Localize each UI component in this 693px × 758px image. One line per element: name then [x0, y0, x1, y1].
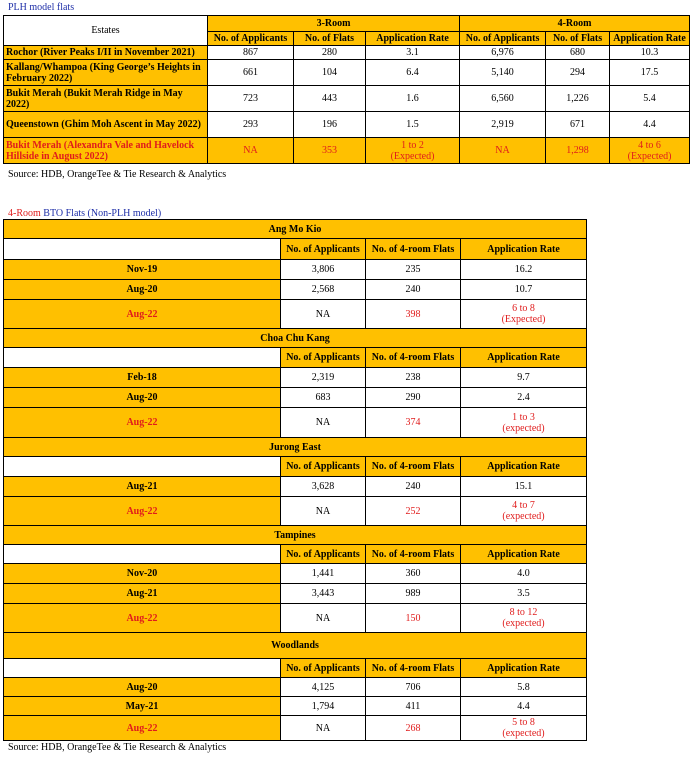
cell: 360: [366, 564, 461, 584]
cell: NA: [281, 716, 366, 741]
rate-range: 1 to 3: [512, 411, 535, 423]
header-flats: No. of 4-room Flats: [366, 457, 461, 477]
estate-name: Bukit Merah (Bukit Merah Ridge in May 2022): [4, 86, 208, 112]
cell: NA: [281, 300, 366, 329]
table-row: [4, 408, 587, 438]
cell: 1.5: [366, 112, 460, 138]
cell: 5,140: [460, 60, 546, 86]
header-rate: Application Rate: [461, 545, 587, 564]
launch-date: Aug-20: [4, 678, 281, 697]
table-row: [4, 477, 587, 497]
header-rate: Application Rate: [461, 457, 587, 477]
table-row: [4, 60, 690, 86]
header-applicants: No. of Applicants: [281, 457, 366, 477]
cell: 411: [366, 697, 461, 716]
launch-date: Aug-22: [4, 408, 281, 438]
cell: 4.0: [461, 564, 587, 584]
cell: 680: [546, 46, 610, 60]
cell: 867: [208, 46, 294, 60]
rate-note: (Expected): [501, 314, 546, 325]
cell: 3,628: [281, 477, 366, 497]
header-flats: No. of 4-room Flats: [366, 348, 461, 368]
cell: 4.4: [610, 112, 690, 138]
cell: 17.5: [610, 60, 690, 86]
cell: 2,919: [460, 112, 546, 138]
plh-table: [3, 15, 690, 164]
cell: 398: [366, 300, 461, 329]
rate-range: 5 to 8: [512, 717, 535, 728]
estate-name: Bukit Merah (Alexandra Vale and Havelock Hillside in August 2022): [4, 138, 208, 164]
header-flats-3: No. of Flats: [294, 32, 366, 46]
header-flats: No. of 4-room Flats: [366, 545, 461, 564]
cell: 240: [366, 280, 461, 300]
cell: 290: [366, 388, 461, 408]
cell: 374: [366, 408, 461, 438]
cell: 5.4: [610, 86, 690, 112]
cell: 150: [366, 604, 461, 633]
header-applicants: No. of Applicants: [281, 239, 366, 260]
cell: 661: [208, 60, 294, 86]
estate-name: Rochor (River Peaks I/II in November 2021): [4, 46, 208, 60]
launch-date: Nov-19: [4, 260, 281, 280]
cell: 3.1: [366, 46, 460, 60]
header-blank: [4, 659, 281, 678]
cell: 280: [294, 46, 366, 60]
rate-range: 4 to 7: [512, 500, 535, 511]
cell: 1,794: [281, 697, 366, 716]
cell: [461, 300, 587, 329]
cell: 443: [294, 86, 366, 112]
table-row: [4, 368, 587, 388]
cell: 3,443: [281, 584, 366, 604]
cell: [461, 604, 587, 633]
town-heading: Choa Chu Kang: [4, 329, 587, 348]
cell: NA: [281, 497, 366, 526]
header-applicants: No. of Applicants: [281, 348, 366, 368]
cell: [610, 138, 690, 164]
bto-table: [3, 219, 587, 741]
cell: NA: [281, 604, 366, 633]
rate-note: (expected): [502, 728, 545, 739]
cell: 240: [366, 477, 461, 497]
header-blank: [4, 457, 281, 477]
header-rate-3: Application Rate: [366, 32, 460, 46]
table-row: [4, 497, 587, 526]
table-row: [4, 46, 690, 60]
launch-date: Feb-18: [4, 368, 281, 388]
header-flats-4: No. of Flats: [546, 32, 610, 46]
launch-date: Aug-22: [4, 300, 281, 329]
cell: [461, 408, 587, 438]
table-row: [4, 604, 587, 633]
cell: 1,298: [546, 138, 610, 164]
header-rate: Application Rate: [461, 239, 587, 260]
rate-note: (Expected): [627, 150, 672, 162]
launch-date: Aug-22: [4, 716, 281, 741]
cell: 353: [294, 138, 366, 164]
table-row: [4, 280, 587, 300]
cell: 6,560: [460, 86, 546, 112]
table-row: [4, 260, 587, 280]
cell: 4,125: [281, 678, 366, 697]
cell: 6,976: [460, 46, 546, 60]
cell: [461, 497, 587, 526]
rate-note: (expected): [502, 422, 545, 434]
cell: 989: [366, 584, 461, 604]
rate-range: 8 to 12: [509, 607, 538, 618]
bto-source: Source: HDB, OrangeTee & Tie Research & Analytics: [8, 742, 227, 753]
cell: [366, 138, 460, 164]
cell: NA: [208, 138, 294, 164]
cell: 293: [208, 112, 294, 138]
cell: 683: [281, 388, 366, 408]
cell: 1,226: [546, 86, 610, 112]
header-rate: Application Rate: [461, 348, 587, 368]
cell: 4.4: [461, 697, 587, 716]
cell: 104: [294, 60, 366, 86]
rate-range: 4 to 6: [638, 139, 661, 151]
cell: [461, 716, 587, 741]
plh-caption: PLH model flats: [8, 2, 75, 13]
header-4-room: 4-Room: [460, 16, 690, 32]
table-row: [4, 138, 690, 164]
table-row: [4, 112, 690, 138]
launch-date: Aug-21: [4, 584, 281, 604]
header-3-room: 3-Room: [208, 16, 460, 32]
table-row: [4, 564, 587, 584]
table-row: [4, 584, 587, 604]
cell: 294: [546, 60, 610, 86]
rate-range: 6 to 8: [512, 303, 535, 314]
header-blank: [4, 348, 281, 368]
cell: 235: [366, 260, 461, 280]
town-heading: Tampines: [4, 526, 587, 545]
estate-name: Queenstown (Ghim Moh Ascent in May 2022): [4, 112, 208, 138]
header-estates: Estates: [4, 16, 208, 46]
header-flats: No. of 4-room Flats: [366, 659, 461, 678]
table-row: [4, 697, 587, 716]
header-rate: Application Rate: [461, 659, 587, 678]
rate-range: 1 to 2: [401, 139, 424, 151]
cell: 5.8: [461, 678, 587, 697]
launch-date: Aug-21: [4, 477, 281, 497]
rate-note: (expected): [502, 618, 545, 629]
cell: 2.4: [461, 388, 587, 408]
header-rate-4: Application Rate: [610, 32, 690, 46]
town-heading: Ang Mo Kio: [4, 220, 587, 239]
table-row: [4, 388, 587, 408]
cell: 16.2: [461, 260, 587, 280]
table-row: [4, 716, 587, 741]
cell: NA: [281, 408, 366, 438]
launch-date: Aug-22: [4, 604, 281, 633]
header-blank: [4, 239, 281, 260]
plh-source: Source: HDB, OrangeTee & Tie Research & Analytics: [8, 169, 227, 180]
cell: 671: [546, 112, 610, 138]
table-row: [4, 86, 690, 112]
town-heading: Jurong East: [4, 438, 587, 457]
cell: 10.7: [461, 280, 587, 300]
header-applicants-3: No. of Applicants: [208, 32, 294, 46]
header-blank: [4, 545, 281, 564]
cell: 6.4: [366, 60, 460, 86]
town-heading: Woodlands: [4, 633, 587, 659]
launch-date: Aug-20: [4, 388, 281, 408]
cell: 268: [366, 716, 461, 741]
header-flats: No. of 4-room Flats: [366, 239, 461, 260]
launch-date: Aug-22: [4, 497, 281, 526]
cell: 723: [208, 86, 294, 112]
header-applicants: No. of Applicants: [281, 659, 366, 678]
cell: 9.7: [461, 368, 587, 388]
launch-date: Nov-20: [4, 564, 281, 584]
bto-caption-red: 4-Room: [8, 208, 41, 219]
rate-note: (Expected): [390, 150, 435, 162]
header-applicants-4: No. of Applicants: [460, 32, 546, 46]
table-row: [4, 300, 587, 329]
cell: 2,568: [281, 280, 366, 300]
header-applicants: No. of Applicants: [281, 545, 366, 564]
launch-date: Aug-20: [4, 280, 281, 300]
cell: 196: [294, 112, 366, 138]
cell: 706: [366, 678, 461, 697]
bto-caption-blue: BTO Flats (Non-PLH model): [40, 208, 162, 219]
launch-date: May-21: [4, 697, 281, 716]
cell: 3,806: [281, 260, 366, 280]
cell: 15.1: [461, 477, 587, 497]
table-row: [4, 678, 587, 697]
cell: 2,319: [281, 368, 366, 388]
cell: 1,441: [281, 564, 366, 584]
cell: 252: [366, 497, 461, 526]
cell: 238: [366, 368, 461, 388]
cell: 3.5: [461, 584, 587, 604]
estate-name: Kallang/Whampoa (King George’s Heights in February 2022): [4, 60, 208, 86]
cell: 1.6: [366, 86, 460, 112]
cell: NA: [460, 138, 546, 164]
rate-note: (expected): [502, 511, 545, 522]
cell: 10.3: [610, 46, 690, 60]
